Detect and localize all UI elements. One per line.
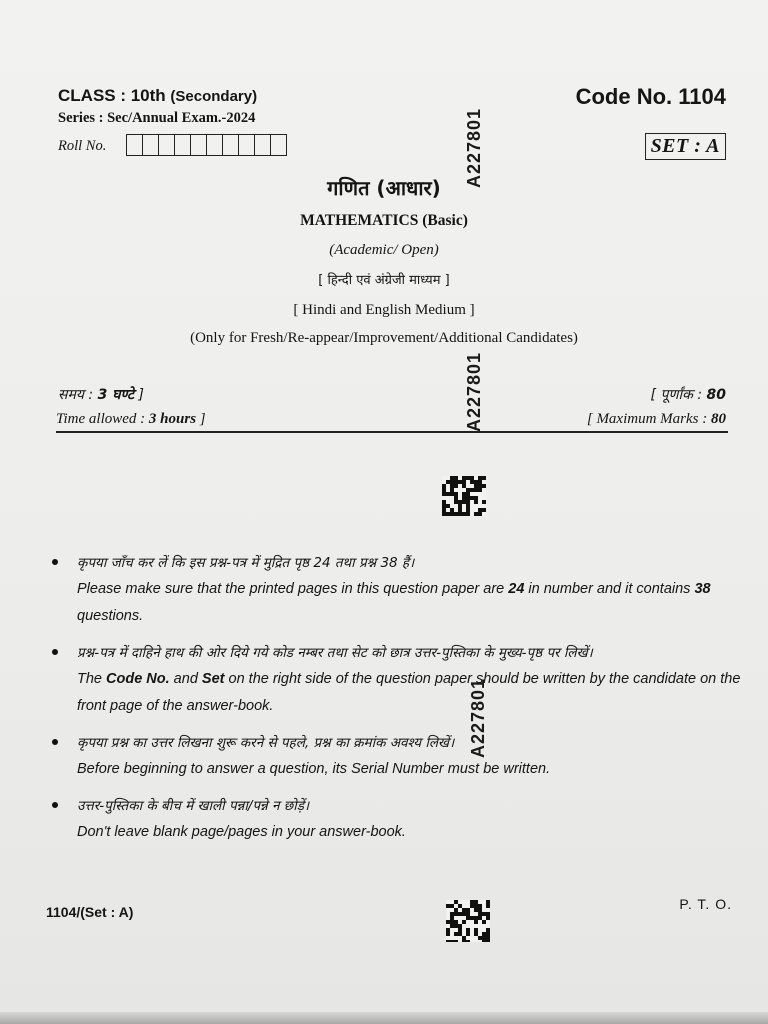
instruction-english bbox=[77, 819, 742, 846]
instruction-text-part: The bbox=[77, 671, 107, 687]
time-hindi bbox=[58, 385, 144, 404]
roll-digit-box[interactable] bbox=[159, 135, 175, 155]
instruction-hindi: प्रश्न-पत्र में दाहिने हाथ की ओर दिये गये कोड नम्बर तथा सेट को छात्र उत्तर-पुस्तिका के मुख्य-पृष्ठ पर लिखें। bbox=[77, 645, 593, 661]
bullet-icon bbox=[52, 559, 58, 565]
candidate-type: (Only for Fresh/Re-appear/Improvement/Additional Candidates) bbox=[190, 330, 578, 346]
time-hindi-label: समय : bbox=[58, 387, 94, 403]
time-english-label: Time allowed : bbox=[56, 411, 146, 427]
bracket: ] bbox=[199, 411, 206, 427]
medium-hindi: [ हिन्दी एवं अंग्रेजी माध्यम ] bbox=[318, 273, 450, 288]
instruction-item bbox=[52, 550, 742, 630]
roll-digit-box[interactable] bbox=[191, 135, 207, 155]
instruction-hindi: कृपया प्रश्न का उत्तर लिखना शुरू करने से पहले, प्रश्न का क्रमांक अवश्य लिखें। bbox=[77, 735, 455, 751]
marks-english bbox=[587, 411, 726, 428]
roll-digit-box[interactable] bbox=[223, 135, 239, 155]
vertical-serial-code: A227801 bbox=[468, 677, 488, 758]
instruction-english bbox=[77, 756, 742, 783]
instruction-text-part: Before beginning to answer a question, its Serial Number must be written. bbox=[77, 761, 551, 777]
instruction-text-part: 38 bbox=[694, 581, 711, 597]
instruction-text-part: questions. bbox=[77, 608, 144, 624]
instruction-item bbox=[52, 640, 742, 720]
bullet-icon bbox=[52, 649, 58, 655]
code-number: Code No. 1104 bbox=[575, 84, 726, 109]
footer-code-set: 1104/(Set : A) bbox=[46, 904, 134, 920]
marks-english-label: Maximum Marks : bbox=[596, 411, 708, 427]
instruction-text-part: Please make sure that the printed pages in this question paper are bbox=[77, 581, 509, 597]
instruction-hindi: कृपया जाँच कर लें कि इस प्रश्न-पत्र में मुद्रित पृष्ठ 24 तथा प्रश्न 38 हैं। bbox=[77, 555, 415, 571]
roll-digit-box[interactable] bbox=[207, 135, 223, 155]
instruction-text-part: and bbox=[169, 671, 202, 687]
roll-digit-box[interactable] bbox=[271, 135, 286, 155]
instruction-hindi: उत्तर-पुस्तिका के बीच में खाली पन्ना/पन्ने न छोड़ें। bbox=[77, 798, 310, 814]
instruction-english bbox=[77, 576, 742, 630]
marks-english-value: 80 bbox=[711, 411, 726, 427]
instruction-english bbox=[77, 666, 742, 720]
instruction-text-part: Don't leave blank page/pages in your answer-book. bbox=[77, 824, 406, 840]
marks-hindi-label: पूर्णांक : bbox=[660, 387, 703, 403]
page-bottom-edge bbox=[0, 1012, 768, 1024]
divider-rule bbox=[56, 431, 728, 433]
vertical-serial-code: A227801 bbox=[464, 107, 484, 188]
time-english bbox=[56, 411, 206, 428]
barcode-top-icon bbox=[442, 476, 486, 516]
marks-hindi-value: 80 bbox=[706, 387, 726, 403]
bullet-icon bbox=[52, 802, 58, 808]
roll-number-boxes[interactable] bbox=[126, 134, 287, 156]
vertical-serial-code: A227801 bbox=[464, 351, 484, 432]
set-badge: SET : A bbox=[645, 133, 726, 160]
instruction-text-part: on the right side of the question paper should be written by the candidate on the front page of the answer-book. bbox=[77, 671, 741, 714]
roll-digit-box[interactable] bbox=[175, 135, 191, 155]
bracket: [ bbox=[586, 411, 593, 427]
roll-digit-box[interactable] bbox=[239, 135, 255, 155]
roll-no-label: Roll No. bbox=[58, 138, 107, 154]
instruction-item bbox=[52, 793, 742, 846]
instructions-list bbox=[52, 550, 742, 856]
class-paren-text: (Secondary) bbox=[170, 88, 258, 105]
pto-label: P. T. O. bbox=[679, 896, 732, 912]
barcode-pattern bbox=[442, 476, 486, 516]
instruction-item bbox=[52, 730, 742, 783]
roll-digit-box[interactable] bbox=[255, 135, 271, 155]
medium-english: [ Hindi and English Medium ] bbox=[293, 302, 475, 318]
class-label bbox=[58, 86, 257, 106]
series-label: Series : Sec/Annual Exam.-2024 bbox=[58, 110, 256, 126]
roll-digit-box[interactable] bbox=[143, 135, 159, 155]
marks-hindi bbox=[651, 385, 726, 404]
instruction-text-part: Code No. bbox=[106, 671, 170, 687]
instruction-text-part: in number and it contains bbox=[524, 581, 695, 597]
subject-title-hindi: गणित (आधार) bbox=[327, 176, 441, 200]
subject-title-english: MATHEMATICS (Basic) bbox=[300, 212, 468, 229]
instruction-text-part: 24 bbox=[508, 581, 525, 597]
time-english-value: 3 hours bbox=[148, 411, 197, 427]
barcode-bottom-icon bbox=[446, 900, 490, 942]
stream-label: (Academic/ Open) bbox=[329, 242, 439, 258]
class-text: CLASS : 10th bbox=[58, 86, 166, 105]
bracket: [ bbox=[650, 387, 656, 403]
instruction-text-part: Set bbox=[201, 671, 225, 687]
time-hindi-value: 3 घण्टे bbox=[97, 387, 135, 403]
bracket: ] bbox=[138, 387, 144, 403]
roll-digit-box[interactable] bbox=[127, 135, 143, 155]
barcode-pattern bbox=[446, 900, 490, 942]
bullet-icon bbox=[52, 739, 58, 745]
